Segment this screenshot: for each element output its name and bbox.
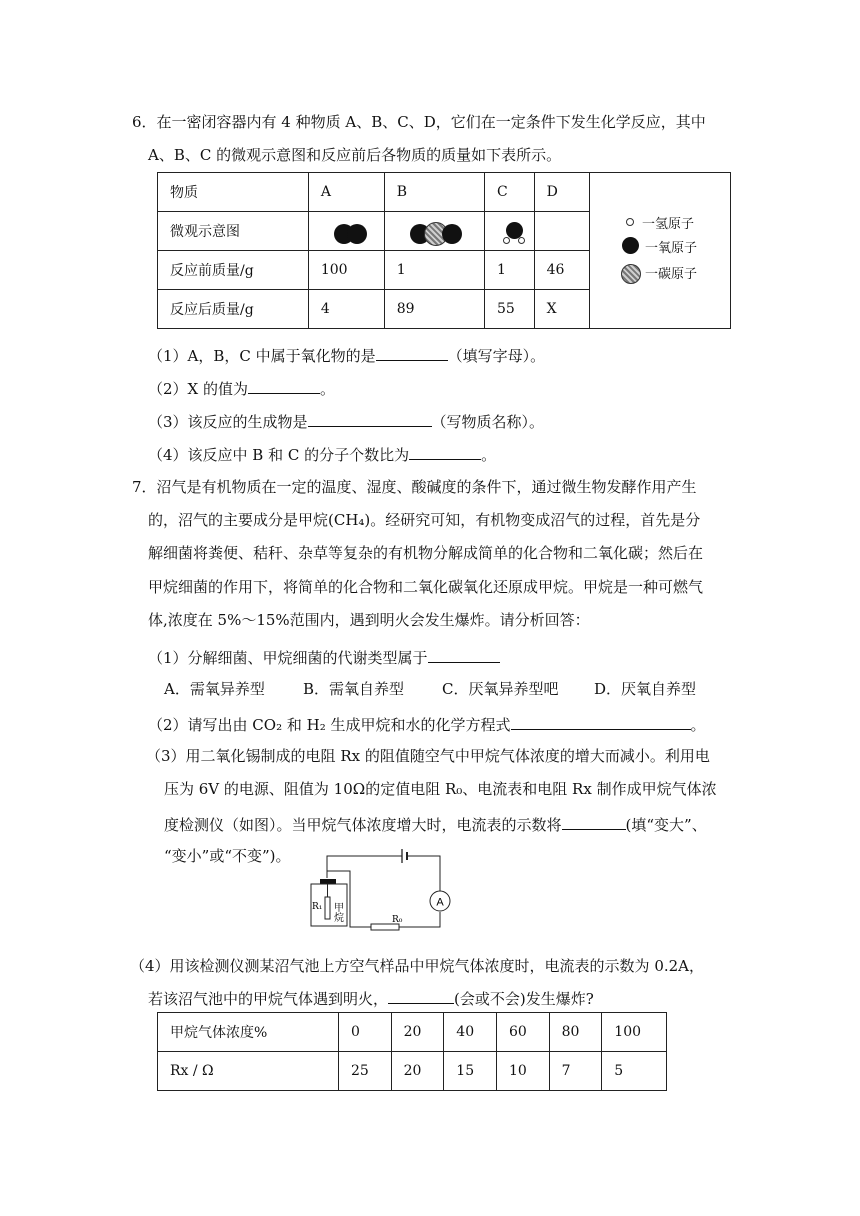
micro-d-cell [534, 212, 590, 251]
table-cell: 4 [308, 290, 384, 329]
legend-hydrogen: 一氢原子 [642, 217, 695, 232]
q7-sub4-text: 若该沼气池中的甲烷气体遇到明火， [148, 990, 389, 1008]
q7-sub2 [148, 713, 706, 735]
table-cell: B [384, 173, 484, 212]
q6-table-header-row [158, 173, 731, 212]
q6-sub2 [148, 377, 335, 399]
table-cell: X [534, 290, 590, 329]
table-cell: C [484, 173, 534, 212]
answer-blank[interactable] [409, 443, 481, 460]
table-cell: 反应后质量/g [158, 290, 309, 329]
answer-blank[interactable] [376, 344, 448, 361]
q7-sub3-tail: (填“变大”、 [625, 816, 707, 834]
table-cell: 1 [484, 251, 534, 290]
answer-blank[interactable] [511, 713, 691, 730]
table-cell: A [308, 173, 384, 212]
q6-sub1 [148, 344, 545, 366]
q7-sub2-text: （2）请写出由 CO₂ 和 H₂ 生成甲烷和水的化学方程式 [148, 716, 511, 734]
table-cell: 55 [484, 290, 534, 329]
q7-table [157, 1012, 667, 1091]
table-cell: 100 [602, 1013, 667, 1052]
q6-sub4-text: （4）该反应中 B 和 C 的分子个数比为 [148, 446, 410, 464]
table-cell: 反应前质量/g [158, 251, 309, 290]
table-cell: 100 [308, 251, 384, 290]
q6-intro-line-1: 6．在一密闭容器内有 4 种物质 A、B、C、D，它们在一定条件下发生化学反应，其中 [132, 113, 706, 131]
hydrogen-atom-icon [626, 218, 634, 226]
q7-option-a[interactable]: A．需氧异养型 [164, 680, 265, 698]
table-cell: 5 [602, 1052, 667, 1091]
q7-option-d[interactable]: D．厌氧自养型 [594, 680, 697, 698]
q6-sub2-tail: 。 [320, 380, 336, 398]
table-cell: 物质 [158, 173, 309, 212]
table-cell: 20 [391, 1013, 444, 1052]
q7-table-row-2 [158, 1052, 667, 1091]
table-cell: 甲烷气体浓度% [158, 1013, 339, 1052]
q7-sub1-text: （1）分解细菌、甲烷细菌的代谢类型属于 [148, 649, 428, 667]
table-cell: D [534, 173, 590, 212]
table-cell: 80 [549, 1013, 602, 1052]
q6-sub2-text: （2）X 的值为 [148, 380, 248, 398]
table-cell: 1 [384, 251, 484, 290]
q7-sub1 [148, 646, 500, 668]
legend-oxygen: 一氧原子 [645, 241, 698, 256]
q6-intro-line-2: A、B、C 的微观示意图和反应前后各物质的质量如下表所示。 [148, 146, 562, 164]
q7-sub3-text: 度检测仪（如图）。当甲烷气体浓度增大时，电流表的示数将 [164, 816, 562, 834]
answer-blank[interactable] [428, 646, 500, 663]
gas-label: 甲烷 [331, 902, 343, 922]
carbon-atom-icon [621, 264, 641, 284]
table-cell: 15 [444, 1052, 497, 1091]
table-cell: 20 [391, 1052, 444, 1091]
q6-sub4-tail: 。 [481, 446, 497, 464]
table-cell: 10 [496, 1052, 549, 1091]
oxygen-atom-icon [622, 237, 639, 254]
sensor-cap [320, 879, 336, 884]
table-cell: 7 [549, 1052, 602, 1091]
rx-resistor [325, 897, 330, 919]
q7-para-line-4: 甲烷细菌的作用下，将简单的化合物和二氧化碳氧化还原成甲烷。甲烷是一种可燃气 [148, 578, 704, 596]
q6-sub3-text: （3）该反应的生成物是 [148, 413, 308, 431]
q7-para-line-2: 的，沼气的主要成分是甲烷(CH₄)。经研究可知，有机物变成沼气的过程，首先是分 [148, 511, 701, 529]
q7-para-line-5: 体,浓度在 5%～15%范围内，遇到明火会发生爆炸。请分析回答： [148, 611, 590, 629]
q7-sub4-tail: (会或不会)发生爆炸? [454, 990, 594, 1008]
table-cell: 40 [444, 1013, 497, 1052]
q7-sub2-tail: 。 [690, 716, 706, 734]
table-cell: 46 [534, 251, 590, 290]
q7-sub3-line-4: “变小”或“不变”)。 [164, 847, 291, 865]
q7-table-row-1 [158, 1013, 667, 1052]
q7-sub4-line-2 [148, 987, 594, 1009]
q7-para-line-1: 7．沼气是有机物质在一定的温度、湿度、酸碱度的条件下，通过微生物发酵作用产生 [132, 478, 697, 496]
q6-sub3-tail: （写物质名称）。 [431, 413, 545, 431]
answer-blank[interactable] [308, 410, 432, 427]
q6-sub1-tail: （填写字母）。 [447, 347, 546, 365]
q7-sub3-line-1: （3）用二氧化锡制成的电阻 Rx 的阻值随空气中甲烷气体浓度的增大而减小。利用电 [146, 747, 710, 765]
table-cell: 0 [338, 1013, 391, 1052]
legend-carbon: 一碳原子 [645, 267, 698, 282]
answer-blank[interactable] [248, 377, 320, 394]
q7-sub3-line-2: 压为 6V 的电源、阻值为 10Ω的定值电阻 R₀、电流表和电阻 Rx 制作成甲烷气体浓 [164, 780, 717, 798]
ammeter-label: A [436, 896, 444, 909]
q7-para-line-3: 解细菌将粪便、秸秆、杂草等复杂的有机物分解成简单的化合物和二氧化碳；然后在 [148, 544, 704, 562]
table-cell: 微观示意图 [158, 212, 309, 251]
r1-label: R₁ [312, 902, 323, 912]
q6-sub4 [148, 443, 496, 465]
q7-option-b[interactable]: B．需氧自养型 [303, 680, 405, 698]
answer-blank[interactable] [562, 813, 626, 830]
q7-sub4-line-1: （4）用该检测仪测某沼气池上方空气样品中甲烷气体浓度时，电流表的示数为 0.2A， [130, 957, 705, 975]
q6-sub3 [148, 410, 544, 432]
circuit-diagram [300, 846, 460, 936]
table-cell: 25 [338, 1052, 391, 1091]
q7-sub3-line-3 [164, 813, 707, 835]
answer-blank[interactable] [388, 987, 454, 1004]
table-cell: Rx / Ω [158, 1052, 339, 1091]
r0-label: R₀ [392, 915, 403, 925]
q7-option-c[interactable]: C．厌氧异养型吧 [442, 680, 559, 698]
q6-sub1-text: （1）A，B，C 中属于氧化物的是 [148, 347, 376, 365]
table-cell: 89 [384, 290, 484, 329]
table-cell: 60 [496, 1013, 549, 1052]
